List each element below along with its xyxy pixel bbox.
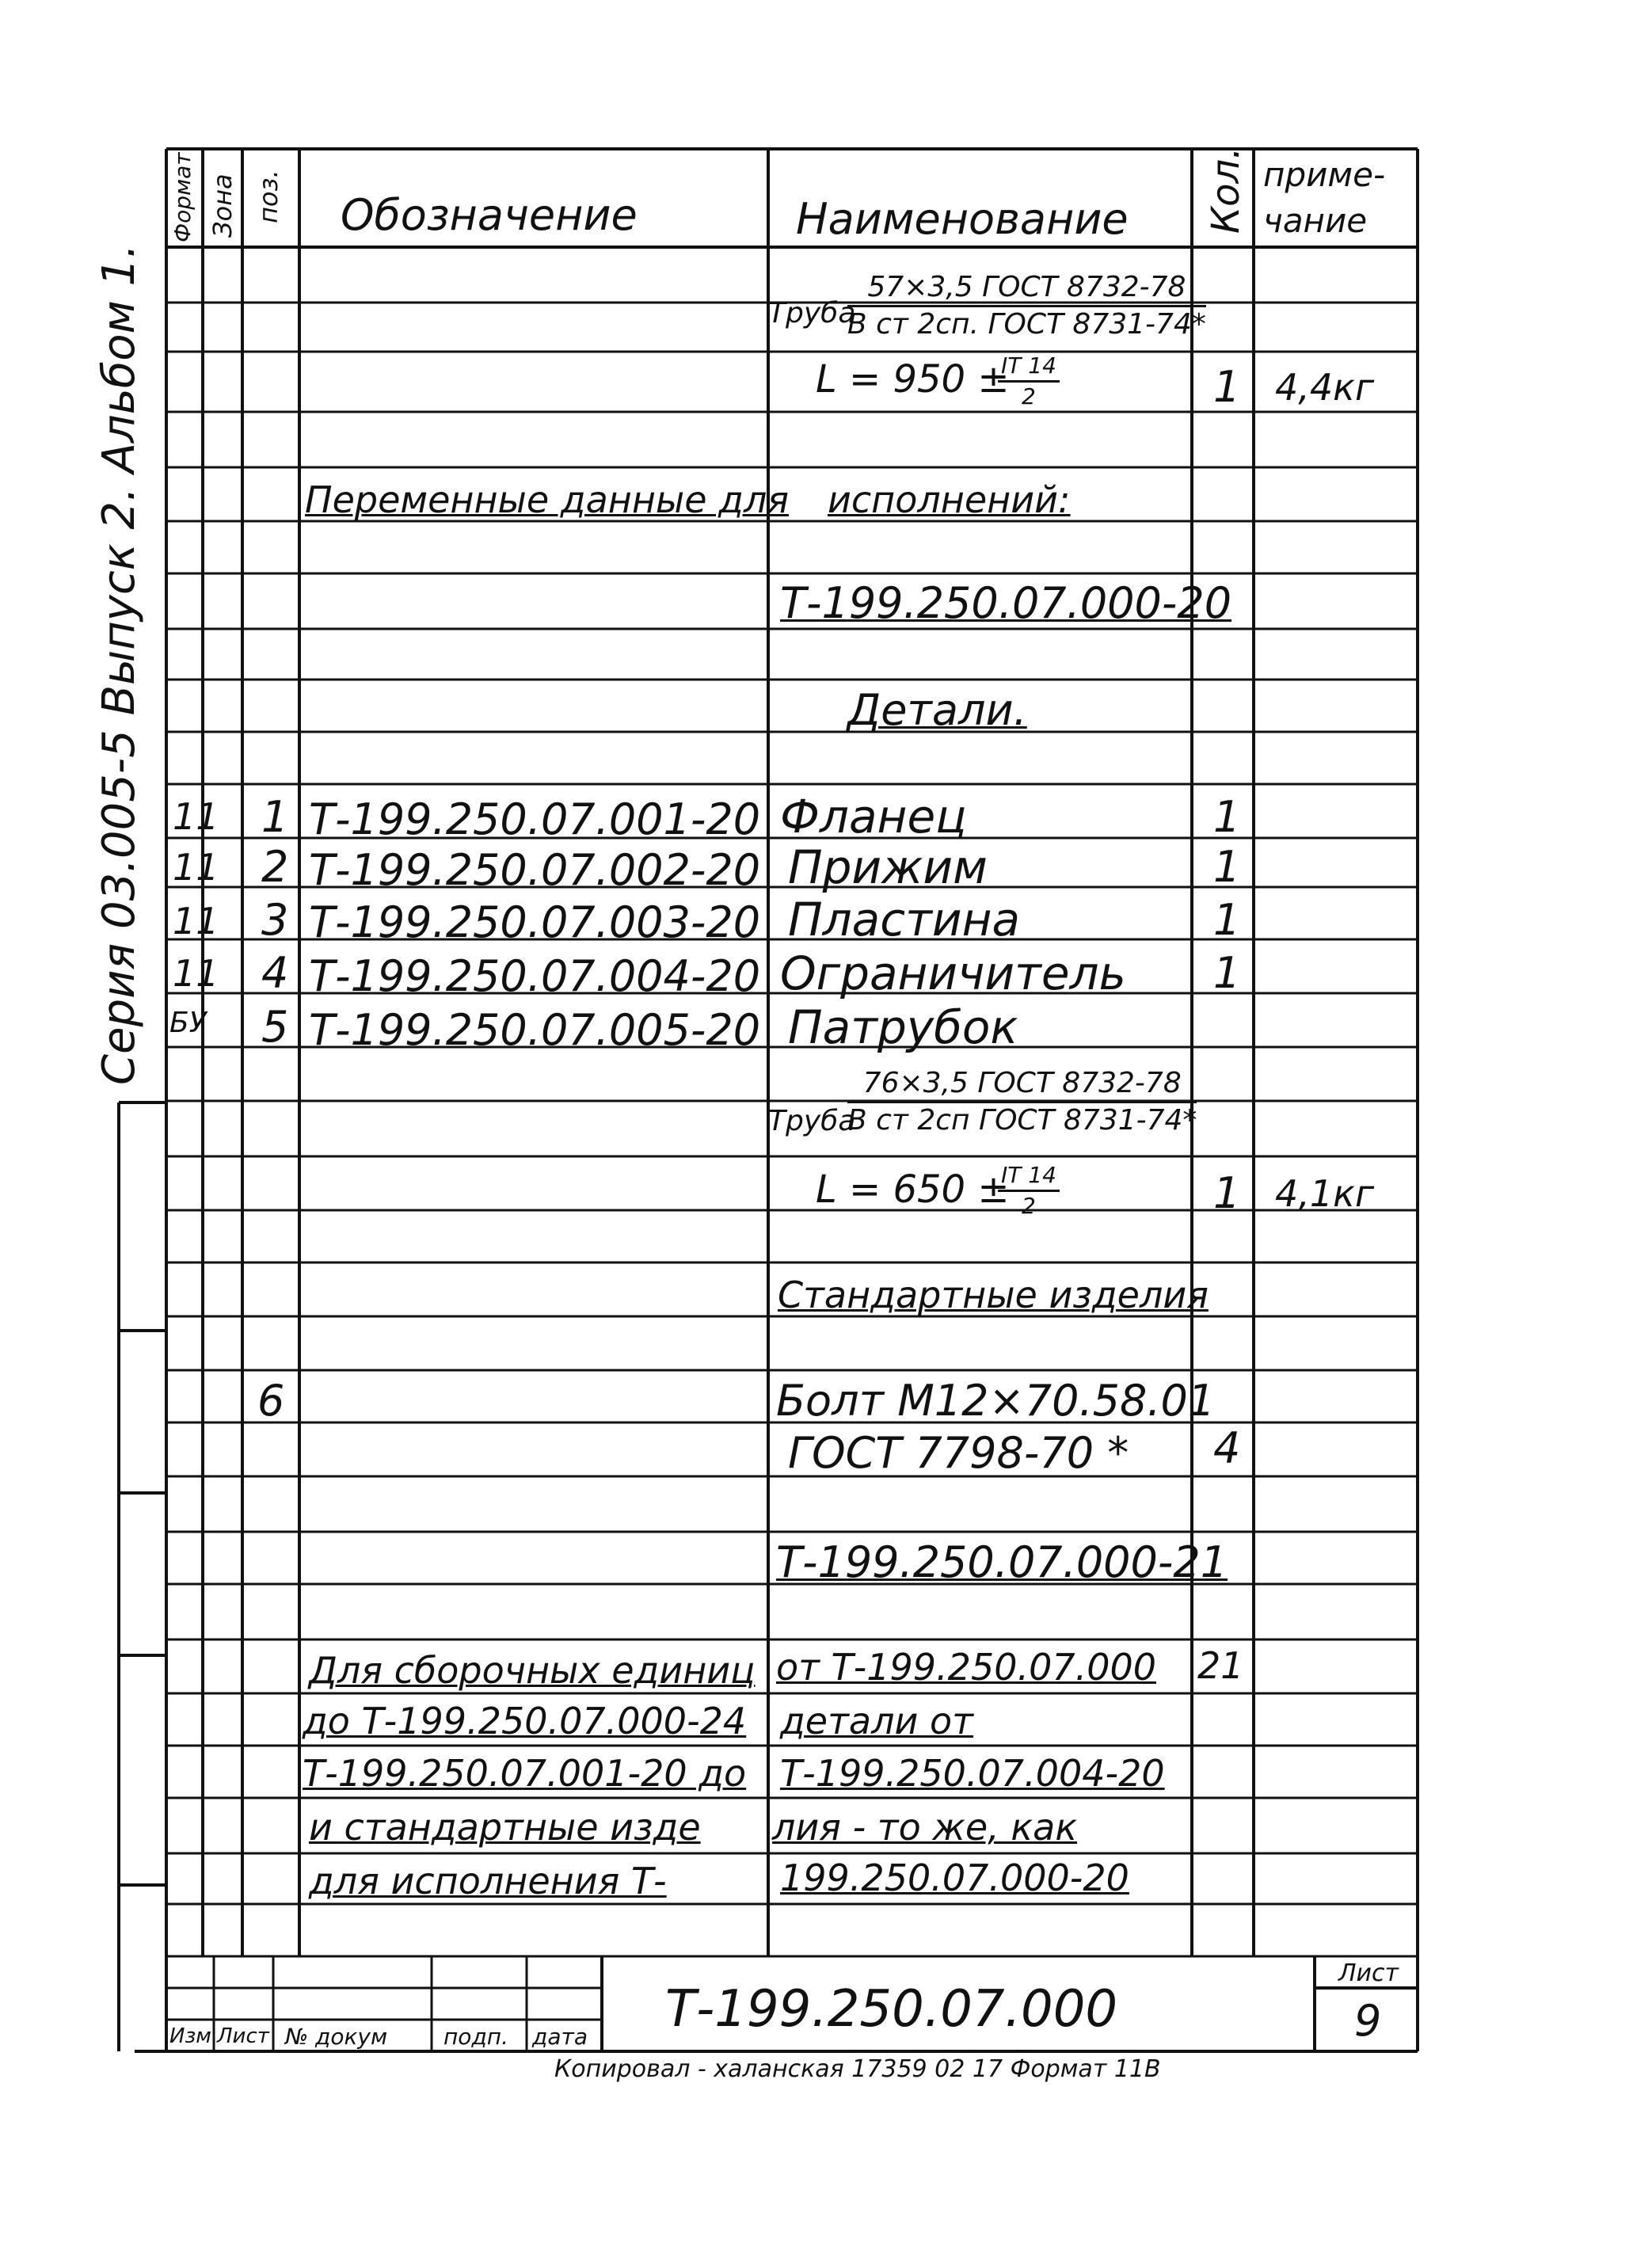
footnote-l4-right: лия - то же, как: [772, 1806, 1078, 1849]
title-col-date: дата: [532, 2024, 588, 2050]
header-format: Формат: [169, 152, 196, 242]
pipe1-length: L = 950 ±: [816, 357, 1010, 402]
detail-name: Фланец: [780, 790, 967, 843]
detail-pos: 3: [261, 895, 289, 945]
title-col-sign: подп.: [443, 2024, 509, 2050]
detail-pos: 1: [261, 792, 289, 842]
pipe2-tol-top: IT 14: [998, 1164, 1060, 1192]
pipe2-spec-bottom: В ст 2сп ГОСТ 8731-74*: [847, 1104, 1197, 1137]
detail-name: Прижим: [788, 840, 988, 894]
title-sheet-label: Лист: [1338, 1959, 1399, 1987]
pipe1-qty: 1: [1213, 362, 1241, 412]
header-qty: Кол.: [1204, 147, 1248, 234]
footnote-l3-left: Т-199.250.07.001-20 до: [303, 1752, 747, 1795]
detail-pos: 2: [261, 842, 289, 892]
variant-20: Т-199.250.07.000-20: [780, 578, 1232, 628]
side-series-text: Серия 03.005-5 Выпуск 2. Альбом 1.: [93, 244, 145, 1085]
pipe2-spec-top: 76×3,5 ГОСТ 8732-78: [847, 1069, 1197, 1103]
pipe1-spec-top: 57×3,5 ГОСТ 8732-78: [847, 273, 1206, 307]
detail-format: БУ: [169, 1007, 207, 1039]
footnote-l5-left: для исполнения Т-: [309, 1860, 667, 1902]
detail-qty: 1: [1213, 895, 1241, 945]
variant-21: Т-199.250.07.000-21: [776, 1537, 1228, 1587]
detail-format: 11: [173, 952, 219, 995]
detail-format: 11: [173, 795, 219, 838]
title-col-list: Лист: [217, 2024, 269, 2048]
bolt-name: Болт М12×70.58.01: [776, 1376, 1216, 1426]
bolt-gost: ГОСТ 7798-70 *: [788, 1428, 1129, 1478]
details-heading: Детали.: [847, 685, 1027, 735]
detail-pos: 4: [261, 948, 289, 998]
detail-format: 11: [173, 900, 219, 942]
pipe2-mass: 4,1кг: [1275, 1172, 1375, 1215]
bottom-caption: Копировал - халанская 17359 02 17 Формат 11В: [554, 2055, 1161, 2083]
detail-qty: 1: [1213, 948, 1241, 998]
detail-qty: 1: [1213, 842, 1241, 892]
pipe1-tol-top: IT 14: [998, 355, 1060, 383]
bolt-pos: 6: [257, 1376, 285, 1426]
footnote-l2-left: до Т-199.250.07.000-24: [303, 1700, 747, 1742]
detail-designation: Т-199.250.07.002-20: [309, 845, 761, 895]
pipe1-mass: 4,4кг: [1275, 366, 1375, 409]
footnote-l5-right: 199.250.07.000-20: [780, 1856, 1129, 1899]
detail-pos: 5: [261, 1002, 289, 1052]
pipe2-length: L = 650 ±: [816, 1167, 1010, 1212]
detail-designation: Т-199.250.07.005-20: [309, 1005, 761, 1055]
header-name: Наименование: [796, 194, 1129, 244]
pipe1-tol-bottom: 2: [1022, 383, 1036, 409]
detail-qty: 1: [1213, 792, 1241, 842]
title-sheet-number: 9: [1354, 1996, 1382, 2046]
detail-designation: Т-199.250.07.001-20: [309, 794, 761, 844]
footnote-l2-right: детали от: [780, 1700, 973, 1742]
header-note-2: чание: [1263, 201, 1368, 240]
title-col-doc: № докум: [285, 2024, 388, 2050]
standard-heading: Стандартные изделия: [778, 1274, 1209, 1316]
pipe2-qty: 1: [1213, 1168, 1241, 1218]
pipe1-prefix: Труба: [768, 297, 856, 329]
footnote-l4-left: и стандартные изде: [309, 1806, 701, 1849]
header-designation: Обозначение: [341, 190, 638, 240]
detail-format: 11: [173, 846, 219, 889]
footnote-l1-right: от Т-199.250.07.000: [776, 1646, 1157, 1689]
detail-designation: Т-199.250.07.003-20: [309, 897, 761, 947]
header-pos: поз.: [253, 169, 284, 223]
pipe2-tol-bottom: 2: [1022, 1193, 1036, 1219]
header-note-1: приме-: [1263, 155, 1386, 194]
variable-data-right: исполнений:: [828, 478, 1071, 521]
pipe2-fraction: [847, 1069, 1197, 1135]
title-col-izm: Изм: [169, 2024, 211, 2048]
pipe2-prefix: Труба: [768, 1105, 856, 1137]
pipe1-fraction: [847, 273, 1206, 339]
variable-data-left: Переменные данные для: [305, 478, 790, 521]
pipe1-tolerance: [998, 352, 1060, 409]
bolt-qty: 4: [1213, 1423, 1241, 1473]
footnote-l3-right: Т-199.250.07.004-20: [780, 1752, 1165, 1795]
detail-name: Пластина: [788, 893, 1021, 946]
detail-designation: Т-199.250.07.004-20: [309, 951, 761, 1001]
pipe1-spec-bottom: В ст 2сп. ГОСТ 8731-74*: [847, 308, 1206, 341]
header-zone: Зона: [207, 173, 238, 238]
pipe2-tolerance: [998, 1164, 1060, 1217]
title-doc-number: Т-199.250.07.000: [665, 1980, 1118, 2039]
detail-name: Ограничитель: [780, 946, 1126, 1000]
footnote-l1-left: Для сборочных единиц: [309, 1649, 756, 1692]
footnote-l1-qty: 21: [1197, 1644, 1244, 1687]
detail-name: Патрубок: [788, 1000, 1018, 1054]
